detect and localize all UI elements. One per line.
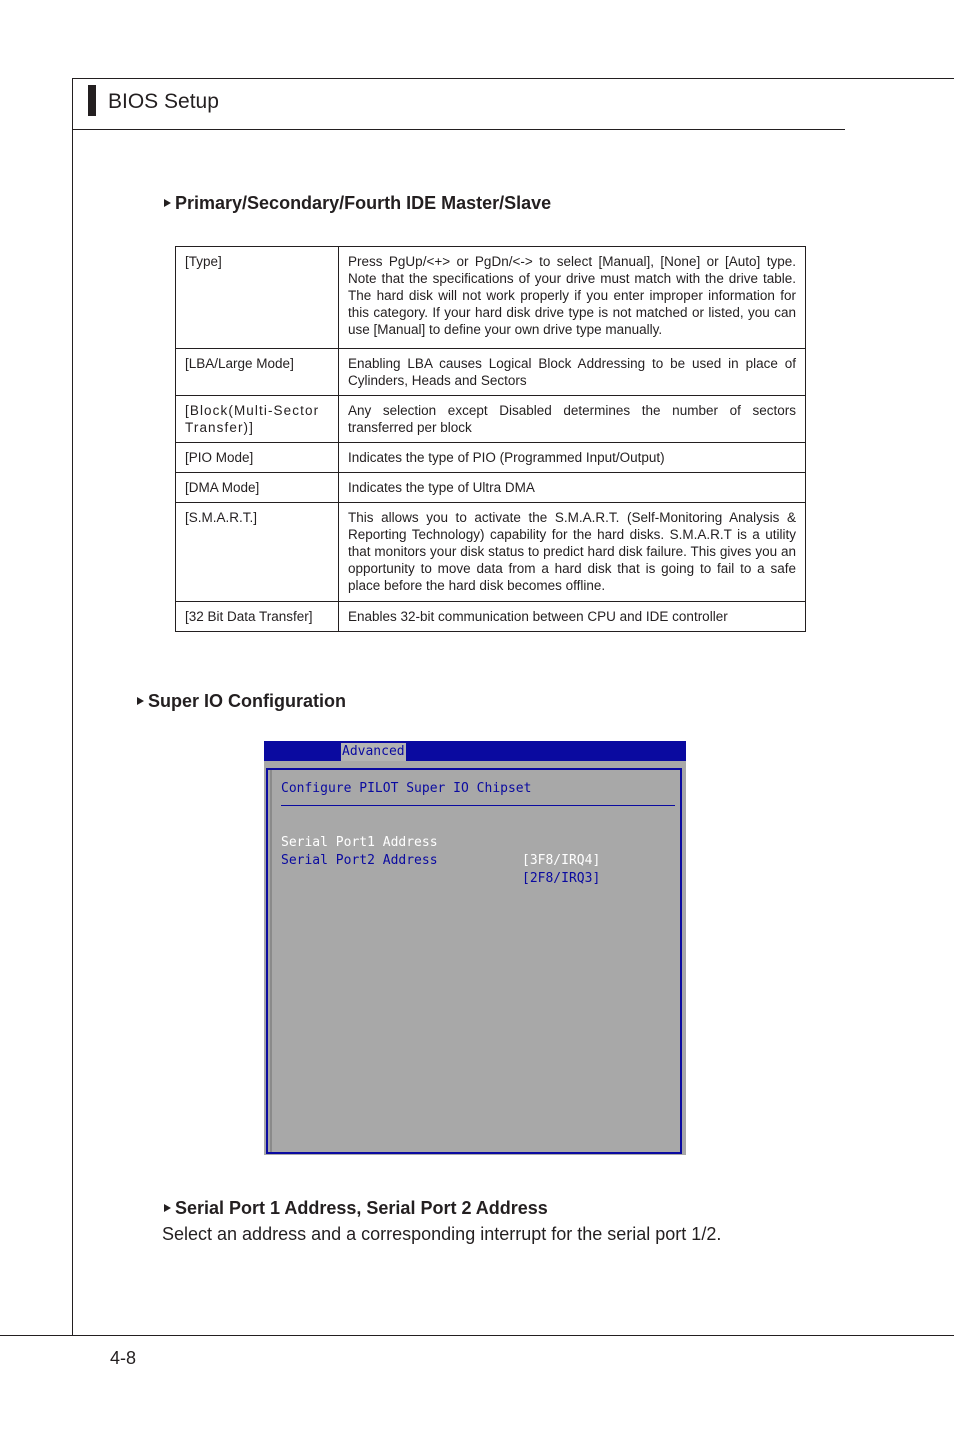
title-underline <box>72 129 845 130</box>
table-row <box>176 602 806 632</box>
bios-item-value: [3F8/IRQ4] <box>522 853 601 868</box>
page-title: BIOS Setup <box>108 90 219 113</box>
serial-section-heading-text: Serial Port 1 Address, Serial Port 2 Address <box>175 1198 548 1218</box>
bios-menu-bar <box>264 741 686 761</box>
superio-section-heading-text: Super IO Configuration <box>148 691 346 711</box>
table-row <box>176 396 806 443</box>
page-frame-left-rule <box>72 78 73 1336</box>
option-description: Any selection except Disabled determines the number of sectors transferred per block <box>339 396 806 443</box>
option-description: Enabling LBA causes Logical Block Addressing to be used in place of Cylinders, Heads and Sectors <box>339 349 806 396</box>
bullet-triangle-icon <box>137 697 144 705</box>
serial-section-heading <box>164 1197 548 1219</box>
serial-section-description: Select an address and a corresponding interrupt for the serial port 1/2. <box>162 1224 722 1244</box>
bios-tab-advanced[interactable]: Advanced <box>342 744 405 759</box>
option-description: Indicates the type of PIO (Programmed Input/Output) <box>339 443 806 473</box>
ide-section-heading <box>164 192 551 214</box>
bios-screenshot <box>264 741 686 1155</box>
table-row <box>176 473 806 503</box>
page-number: 4-8 <box>110 1348 137 1368</box>
bios-panel <box>266 768 682 1154</box>
option-key: [S.M.A.R.T.] <box>176 503 339 602</box>
bios-heading-divider <box>281 805 675 806</box>
table-row <box>176 503 806 602</box>
bios-item-value: [2F8/IRQ3] <box>522 871 601 886</box>
page-frame-bottom-rule <box>0 1335 954 1336</box>
option-key: [PIO Mode] <box>176 443 339 473</box>
table-row <box>176 349 806 396</box>
option-key: [Type] <box>176 247 339 349</box>
table-row <box>176 443 806 473</box>
bios-item-label: Serial Port1 Address <box>281 835 438 850</box>
ide-options-table <box>175 246 806 632</box>
bullet-triangle-icon <box>164 199 171 207</box>
bios-panel-heading: Configure PILOT Super IO Chipset <box>281 781 532 796</box>
option-key: [Block(Multi-Sector Transfer)] <box>176 396 339 443</box>
page-frame-top-rule <box>72 78 954 79</box>
ide-section-heading-text: Primary/Secondary/Fourth IDE Master/Slave <box>175 193 552 213</box>
option-description: This allows you to activate the S.M.A.R.T. (Self-Monitoring Analysis & Reporting Technology) capability for the hard disks. S.M.A.R.T is a utility that monitors your disk status to predict hard disk failure. This gives you an opportunity to move data from a hard disk that is going to fail to a safe place before the hard disk becomes offline. <box>339 503 806 602</box>
option-key: [32 Bit Data Transfer] <box>176 602 339 632</box>
title-marker-bar <box>88 85 96 116</box>
bios-item-label: Serial Port2 Address <box>281 853 438 868</box>
option-description: Indicates the type of Ultra DMA <box>339 473 806 503</box>
option-key: [LBA/Large Mode] <box>176 349 339 396</box>
option-key: [DMA Mode] <box>176 473 339 503</box>
superio-section-heading <box>137 690 346 712</box>
option-description: Press PgUp/<+> or PgDn/<-> to select [Manual], [None] or [Auto] type. Note that the specifications of your drive must match with the drive table. The hard disk will not work properly if you enter improper information for this category. If your hard disk drive type is not matched or listed, you can use [Manual] to define your own drive type manually. <box>339 247 806 349</box>
table-row <box>176 247 806 349</box>
bullet-triangle-icon <box>164 1204 171 1212</box>
option-description: Enables 32-bit communication between CPU and IDE controller <box>339 602 806 632</box>
